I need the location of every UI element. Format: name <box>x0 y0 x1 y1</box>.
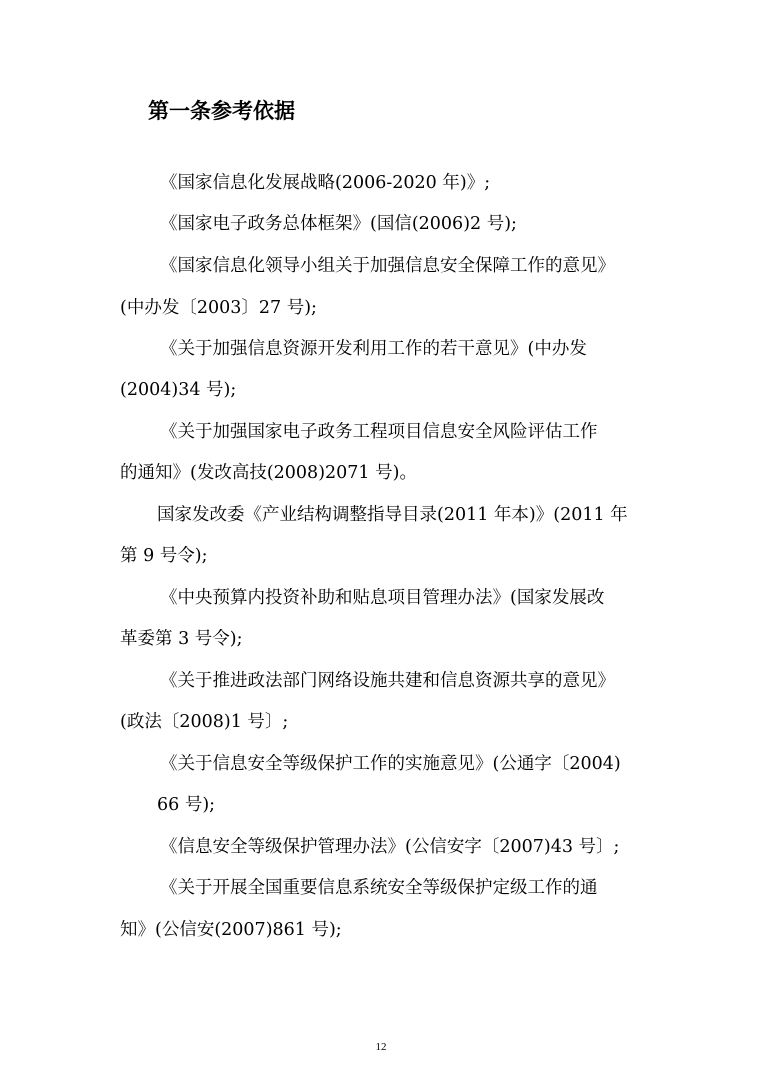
paragraph-line-12: 革委第 3 号令); <box>120 629 243 649</box>
section-heading: 第一条参考依据 <box>148 98 295 123</box>
paragraph-line-15: 《关于信息安全等级保护工作的实施意见》(公通字〔2004) <box>160 754 621 774</box>
paragraph-line-8: 的通知》(发改高技(2008)2071 号)。 <box>120 463 417 483</box>
paragraph-line-14: (政法〔2008)1 号〕; <box>120 712 289 732</box>
paragraph-line-10: 第 9 号令); <box>120 546 208 566</box>
paragraph-line-13: 《关于推进政法部门网络设施共建和信息资源共享的意见》 <box>160 671 615 691</box>
page-number: 12 <box>375 1041 387 1053</box>
paragraph-line-9: 国家发改委《产业结构调整指导目录(2011 年本)》(2011 年 <box>157 505 628 525</box>
paragraph-line-18: 《关于开展全国重要信息系统安全等级保护定级工作的通 <box>160 878 598 898</box>
paragraph-line-5: 《关于加强信息资源开发利用工作的若干意见》(中办发 <box>160 339 587 359</box>
paragraph-line-6: (2004)34 号); <box>120 380 237 400</box>
paragraph-line-16: 66 号); <box>157 795 216 815</box>
paragraph-line-11: 《中央预算内投资补助和贴息项目管理办法》(国家发展改 <box>160 588 605 608</box>
paragraph-line-2: 《国家电子政务总体框架》(国信(2006)2 号); <box>160 214 517 234</box>
paragraph-line-7: 《关于加强国家电子政务工程项目信息安全风险评估工作 <box>160 422 598 442</box>
paragraph-line-17: 《信息安全等级保护管理办法》(公信安字〔2007)43 号〕; <box>160 837 620 857</box>
paragraph-line-3: 《国家信息化领导小组关于加强信息安全保障工作的意见》 <box>160 256 615 276</box>
paragraph-line-4: (中办发〔2003〕27 号); <box>120 298 317 318</box>
paragraph-line-1: 《国家信息化发展战略(2006-2020 年)》; <box>160 173 491 193</box>
paragraph-line-19: 知》(公信安(2007)861 号); <box>120 920 342 940</box>
